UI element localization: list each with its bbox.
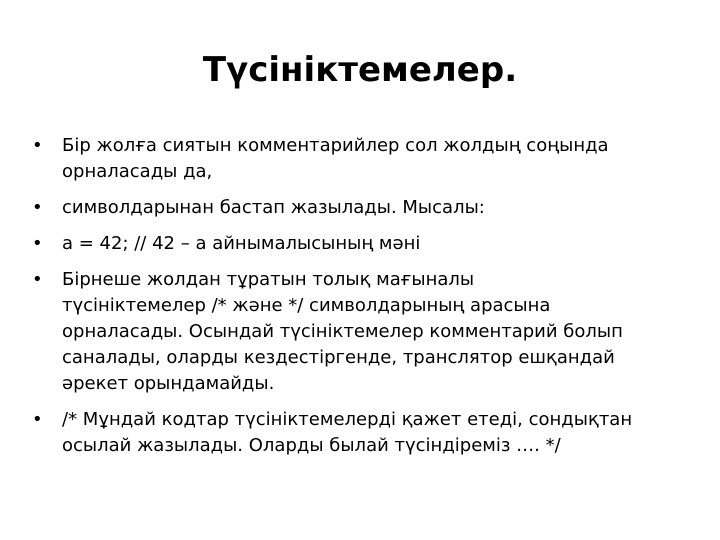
bullet-text-line: осылай жазылады. Оларды былай түсіндіреміз …. */ — [62, 435, 561, 456]
bullet-marker: • — [32, 409, 43, 430]
bullet-item — [30, 195, 690, 221]
bullet-text-line: түсініктемелер /* және */ символдарының арасына — [62, 295, 551, 316]
bullet-text-line: орналасады да, — [62, 161, 213, 182]
bullet-text-line: Бірнеше жолдан тұратын толық мағыналы — [62, 269, 475, 290]
bullet-item — [30, 231, 690, 257]
bullet-text-line: әрекет орындамайды. — [62, 373, 275, 394]
bullet-marker: • — [32, 269, 43, 290]
bullet-marker: • — [32, 197, 43, 218]
bullet-list — [30, 133, 690, 469]
bullet-marker: • — [32, 135, 43, 156]
bullet-text-line: /* Мұндай кодтар түсініктемелерді қажет етеді, сондықтан — [62, 409, 633, 430]
bullet-marker: • — [32, 233, 43, 254]
bullet-item — [30, 267, 690, 397]
bullet-text-line: а = 42; // 42 – а айнымалысының мәні — [62, 233, 421, 254]
bullet-text-line: орналасады. Осындай түсініктемелер комментарий болып — [62, 321, 623, 342]
bullet-text-line: саналады, оларды кездестіргенде, транслятор ешқандай — [62, 347, 615, 368]
bullet-item — [30, 407, 690, 459]
bullet-item — [30, 133, 690, 185]
bullet-text-line: символдарынан бастап жазылады. Мысалы: — [62, 197, 485, 218]
bullet-text-line: Бір жолға сиятын комментарийлер сол жолдың соңында — [62, 135, 609, 156]
slide-title: Түсініктемелер. — [202, 50, 518, 90]
